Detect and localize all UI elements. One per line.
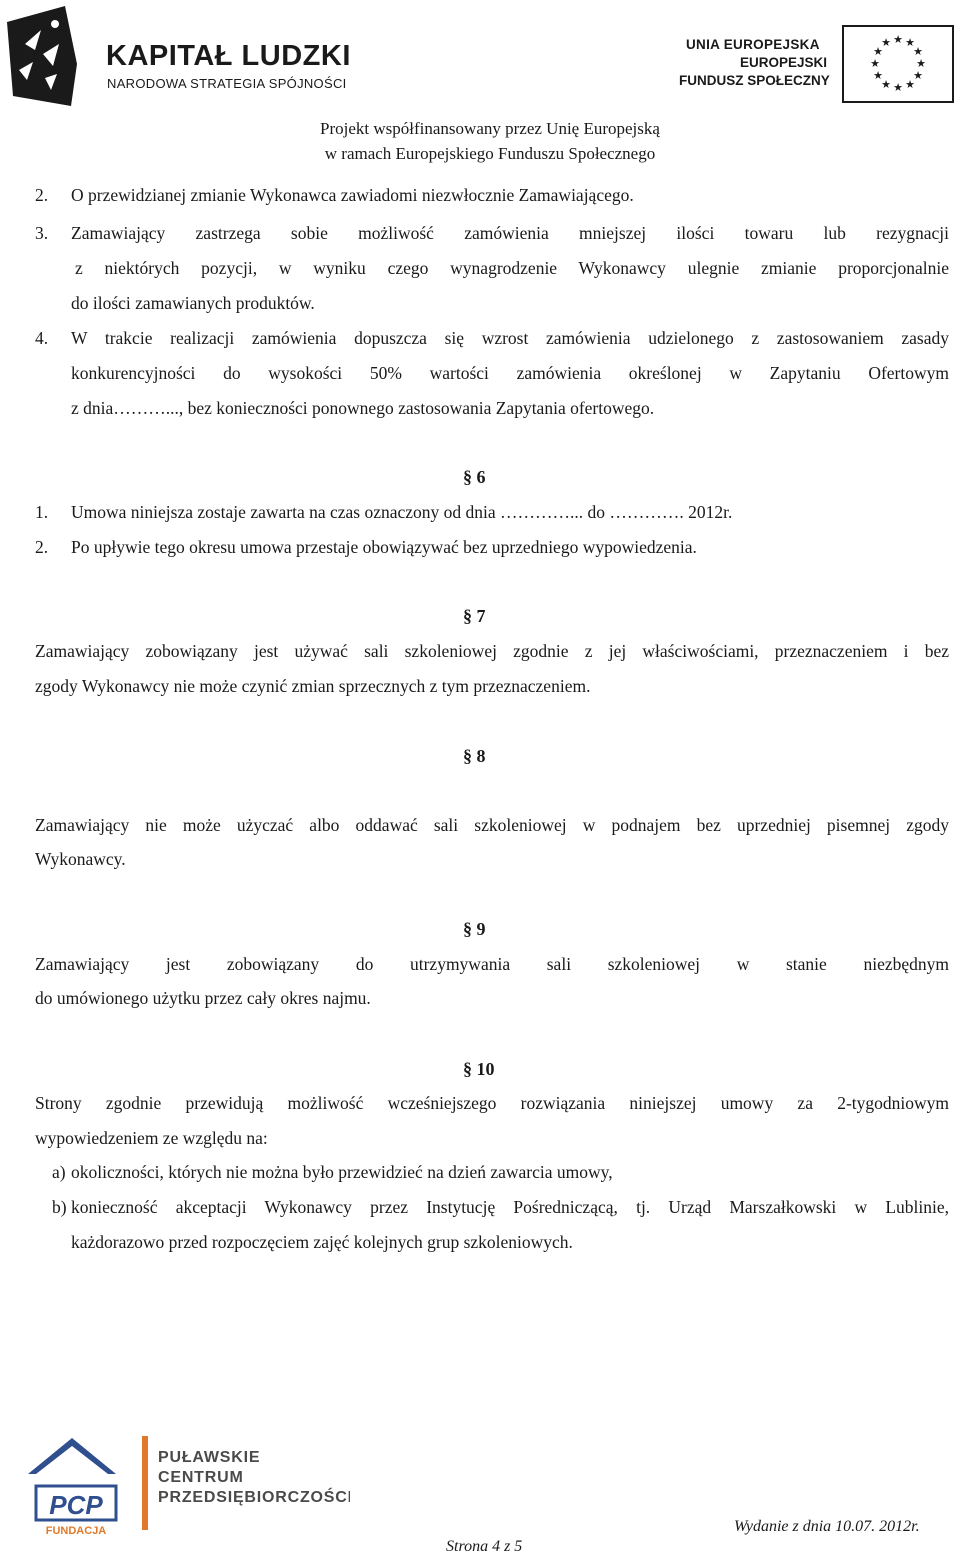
pcp-name-line3: PRZEDSIĘBIORCZOŚCI xyxy=(158,1489,350,1506)
pcp-name-line2: CENTRUM xyxy=(158,1469,244,1486)
svg-text:★: ★ xyxy=(873,69,883,82)
item3-number: 3. xyxy=(35,223,49,243)
s8-line1: Zamawiający nie może użyczać albo oddawać sali szkoleniowej w podnajem bez uprzedniej pisemnej zgody xyxy=(35,815,949,835)
s7-line2: zgody Wykonawcy nie może czynić zmian sprzecznych z tym przeznaczeniem. xyxy=(35,676,591,696)
pcp-name-line1: PUŁAWSKIE xyxy=(158,1449,261,1466)
kapital-ludzki-emblem-icon xyxy=(5,4,77,108)
s10-line2: wypowiedzeniem ze względu na: xyxy=(35,1128,268,1148)
section-7-number: 7 xyxy=(476,606,486,626)
svg-text:★: ★ xyxy=(881,36,891,49)
svg-text:★: ★ xyxy=(913,45,923,58)
section-9-heading: § 9 xyxy=(463,919,486,939)
section-6-heading: § 6 xyxy=(463,467,486,487)
s10-item-b-line1: konieczność akceptacji Wykonawcy przez Instytucję Pośredniczącą, tj. Urząd Marszałkowski w Lublinie, xyxy=(71,1197,949,1217)
section-8-number: 8 xyxy=(476,746,486,766)
s7-line1: Zamawiający zobowiązany jest używać sali szkoleniowej zgodnie z jej właściwościami, przeznaczeniem i bez xyxy=(35,641,949,661)
svg-text:★: ★ xyxy=(913,69,923,82)
section-7-heading: § 7 xyxy=(463,606,486,626)
item3-line1: Zamawiający zastrzega sobie możliwość zamówienia mniejszej ilości towaru lub rezygnacji xyxy=(71,223,949,243)
eu-stars-flag-icon xyxy=(842,25,954,103)
svg-text:★: ★ xyxy=(873,45,883,58)
item4-line2: konkurencyjności do wysokości 50% wartości zamówienia określonej w Zapytaniu Ofertowym xyxy=(71,363,949,383)
svg-text:★: ★ xyxy=(916,57,926,70)
edition-date: Wydanie z dnia 10.07. 2012r. xyxy=(734,1518,920,1535)
s6-item1-number: 1. xyxy=(35,502,49,522)
kapital-ludzki-title: KAPITAŁ LUDZKI xyxy=(106,40,351,72)
s10-item-a-text: okoliczności, których nie można było przewidzieć na dzień zawarcia umowy, xyxy=(71,1162,613,1182)
svg-text:★: ★ xyxy=(893,81,903,94)
s10-item-a-label: a) xyxy=(52,1162,66,1182)
s10-line1: Strony zgodnie przewidują możliwość wcześniejszego rozwiązania niniejszej umowy za 2-tygodniowym xyxy=(35,1093,949,1113)
s9-line1: Zamawiający jest zobowiązany do utrzymywania sali szkoleniowej w stanie niezbędnym xyxy=(35,954,949,974)
s6-item1-text: Umowa niniejsza zostaje zawarta na czas oznaczony od dnia …………... do …………. 2012r. xyxy=(71,502,733,522)
s10-item-b-label: b) xyxy=(52,1197,67,1217)
svg-text:★: ★ xyxy=(905,78,915,91)
pcp-logo-text: PCP xyxy=(49,1490,103,1520)
svg-text:★: ★ xyxy=(893,33,903,46)
item4-line1: W trakcie realizacji zamówienia dopuszcza się wzrost zamówienia udzielonego z zastosowaniem zasady xyxy=(71,328,949,348)
ue-label-line1: UNIA EUROPEJSKA xyxy=(686,37,820,52)
s6-item2-text: Po upływie tego okresu umowa przestaje obowiązywać bez uprzedniego wypowiedzenia. xyxy=(71,537,697,557)
item4-number: 4. xyxy=(35,328,49,348)
kapital-ludzki-subtitle: NARODOWA STRATEGIA SPÓJNOŚCI xyxy=(107,76,347,91)
s10-item-b-line2: każdorazowo przed rozpoczęciem zajęć kolejnych grup szkoleniowych. xyxy=(71,1232,573,1252)
s8-line2: Wykonawcy. xyxy=(35,849,126,869)
pcp-foundation-logo xyxy=(14,1428,350,1538)
ue-label-line2: EUROPEJSKI xyxy=(740,55,828,70)
item3-line3: do ilości zamawianych produktów. xyxy=(71,293,315,313)
svg-text:★: ★ xyxy=(905,36,915,49)
s6-item2-number: 2. xyxy=(35,537,49,557)
section-9-number: 9 xyxy=(476,919,486,939)
project-line-2: w ramach Europejskiego Funduszu Społecznego xyxy=(324,144,656,163)
item2-number: 2. xyxy=(35,185,49,205)
project-line-1: Projekt współfinansowany przez Unię Europejską xyxy=(320,119,660,138)
item2-text: O przewidzianej zmianie Wykonawca zawiadomi niezwłocznie Zamawiającego. xyxy=(71,185,634,205)
section-8-heading: § 8 xyxy=(463,746,486,766)
s9-line2: do umówionego użytku przez cały okres najmu. xyxy=(35,988,371,1008)
section-10-number: 10 xyxy=(476,1059,495,1079)
svg-text:★: ★ xyxy=(870,57,880,70)
fundacja-label: FUNDACJA xyxy=(45,1525,107,1537)
section-10-heading: § 10 xyxy=(463,1059,495,1079)
page-number: Strona 4 z 5 xyxy=(446,1538,523,1555)
svg-text:★: ★ xyxy=(881,78,891,91)
ue-label-line3: FUNDUSZ SPOŁECZNY xyxy=(679,73,830,88)
item4-line3: z dnia………..., bez konieczności ponownego zastosowania Zapytania ofertowego. xyxy=(71,398,655,418)
item3-line2: z niektórych pozycji, w wyniku czego wynagrodzenie Wykonawcy ulegnie zmianie proporcjonalnie xyxy=(75,258,949,278)
section-6-number: 6 xyxy=(476,467,486,487)
